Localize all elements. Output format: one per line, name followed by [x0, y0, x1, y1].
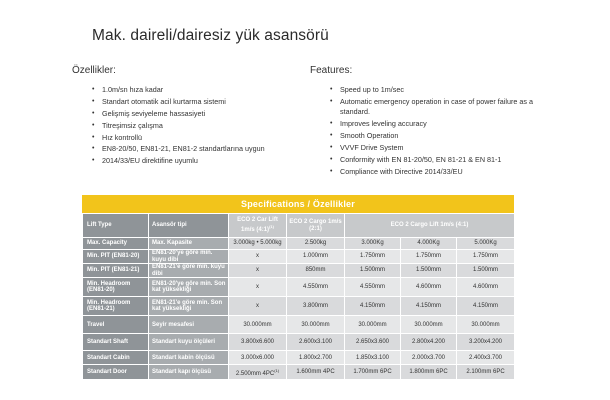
table-cell: 1.750mm — [401, 250, 457, 264]
table-cell: 1.800mm 6PC — [401, 365, 457, 380]
row-label-tr: Seyir mesafesi — [149, 316, 229, 334]
row-label-tr: Max. Kapasite — [149, 238, 229, 250]
row-label-tr: Standart kapı ölçüsü — [149, 365, 229, 380]
features-tr-heading: Özellikler: — [72, 65, 116, 76]
list-item: • Smooth Operation — [330, 130, 399, 140]
spec-banner: Specifications / Özellikler — [82, 195, 514, 213]
table-cell: 3.000kg • 5.000kg — [229, 238, 287, 250]
table-cell: 1.800x2.700 — [287, 351, 345, 365]
table-cell: x — [229, 278, 287, 297]
table-cell: 3.000x6.000 — [229, 351, 287, 365]
table-cell: 3.800mm — [287, 297, 345, 316]
table-cell: 30.000mm — [345, 316, 401, 334]
page-title: Mak. daireli/dairesiz yük asansörü — [92, 27, 329, 44]
table-cell: 4.600mm — [401, 278, 457, 297]
header-eco2-car-lift: ECO 2 Car Lift 1m/s (4:1)$^{(1)}$ — [229, 214, 287, 238]
table-cell: 1.500mm — [401, 264, 457, 278]
table-cell: 30.000mm — [401, 316, 457, 334]
row-label-en: Min. PIT (EN81-21) — [83, 264, 149, 278]
list-item: • Gelişmiş seviyeleme hassasiyeti — [92, 108, 206, 118]
table-cell: x — [229, 250, 287, 264]
table-cell: 3.200x4.200 — [457, 334, 515, 351]
row-label-tr: EN81-20'ye göre min. kuyu dibi — [149, 250, 229, 264]
table-cell: 4.000Kg — [401, 238, 457, 250]
row-label-en: Min. PIT (EN81-20) — [83, 250, 149, 264]
table-cell: 30.000mm — [457, 316, 515, 334]
table-cell: x — [229, 297, 287, 316]
table-cell: 4.550mm — [287, 278, 345, 297]
features-en-list — [330, 85, 540, 178]
list-item: • EN8-20/50, EN81-21, EN81-2 standartlarına uygun — [92, 144, 265, 154]
spec-table — [82, 213, 515, 380]
table-row — [83, 316, 515, 334]
table-cell: 1.850x3.100 — [345, 351, 401, 365]
features-tr-list — [92, 85, 302, 168]
table-cell: 2.650x3.600 — [345, 334, 401, 351]
table-cell: 4.150mm — [345, 297, 401, 316]
row-label-en: Standart Shaft — [83, 334, 149, 351]
table-cell: 3.000Kg — [345, 238, 401, 250]
table-row — [83, 278, 515, 297]
table-cell: 4.550mm — [345, 278, 401, 297]
table-cell: 850mm — [287, 264, 345, 278]
row-label-en: Travel — [83, 316, 149, 334]
table-cell: 1.750mm — [345, 250, 401, 264]
table-cell: 30.000mm — [229, 316, 287, 334]
table-cell: 2.500mm 4PC$^{(1)}$ — [229, 365, 287, 380]
table-cell: x — [229, 264, 287, 278]
table-row — [83, 250, 515, 264]
list-item: • Hız kontrollü — [92, 132, 142, 142]
table-row — [83, 238, 515, 250]
features-en-heading: Features: — [310, 65, 353, 76]
table-cell: 1.500mm — [457, 264, 515, 278]
list-item: • Standart otomatik acil kurtarma sistemi — [92, 96, 226, 106]
table-cell: 1.750mm — [457, 250, 515, 264]
table-cell: 2.800x4.200 — [401, 334, 457, 351]
table-row — [83, 351, 515, 365]
table-cell: 1.000mm — [287, 250, 345, 264]
table-cell: 4.150mm — [457, 297, 515, 316]
header-lift-type: Lift Type — [83, 214, 149, 238]
row-label-en: Standart Door — [83, 365, 149, 380]
list-item: • Improves leveling accuracy — [330, 118, 427, 128]
table-cell: 5.000Kg — [457, 238, 515, 250]
table-cell: 2.500kg — [287, 238, 345, 250]
row-label-tr: EN81-21'e göre min. Son kat yüksekliği — [149, 297, 229, 316]
table-cell: 2.600x3.100 — [287, 334, 345, 351]
table-row — [83, 365, 515, 380]
table-cell: 4.600mm — [457, 278, 515, 297]
list-item: • Automatic emergency operation in case of power failure as a standard. — [330, 96, 533, 117]
table-cell: 4.150mm — [401, 297, 457, 316]
table-cell: 2.000x3.700 — [401, 351, 457, 365]
table-cell: 1.700mm 6PC — [345, 365, 401, 380]
row-label-en: Standart Cabin — [83, 351, 149, 365]
table-cell: 3.800x6.600 — [229, 334, 287, 351]
row-label-tr: EN81-20'ye göre min. Son kat yüksekliği — [149, 278, 229, 297]
list-item: • Speed up to 1m/sec — [330, 85, 404, 94]
list-item: • VVVF Drive System — [330, 142, 404, 152]
table-cell: 30.000mm — [287, 316, 345, 334]
row-label-tr: EN81-21'e göre min. kuyu dibi — [149, 264, 229, 278]
list-item: • Titreşimsiz çalışma — [92, 120, 163, 130]
table-cell: 1.500mm — [345, 264, 401, 278]
list-item: • 1.0m/sn hıza kadar — [92, 85, 164, 94]
list-item: • Conformity with EN 81-20/50, EN 81-21 & EN 81-1 — [330, 154, 502, 164]
table-cell: 1.600mm 4PC — [287, 365, 345, 380]
row-label-en: Max. Capacity — [83, 238, 149, 250]
row-label-en: Min. Headroom (EN81-21) — [83, 297, 149, 316]
table-row — [83, 297, 515, 316]
row-label-en: Min. Headroom (EN81-20) — [83, 278, 149, 297]
table-header-row — [83, 214, 515, 238]
table-cell: 2.400x3.700 — [457, 351, 515, 365]
row-label-tr: Standart kuyu ölçüleri — [149, 334, 229, 351]
table-row — [83, 334, 515, 351]
header-eco2-cargo-41: ECO 2 Cargo Lift 1m/s (4:1) — [345, 214, 515, 238]
header-asansor-tipi: Asansör tipi — [149, 214, 229, 238]
table-cell: 2.100mm 6PC — [457, 365, 515, 380]
header-eco2-cargo-21: ECO 2 Cargo 1m/s (2:1) — [287, 214, 345, 238]
row-label-tr: Standart kabin ölçüsü — [149, 351, 229, 365]
list-item: • 2014/33/EU direktifine uyumlu — [92, 156, 198, 166]
list-item: • Compliance with Directive 2014/33/EU — [330, 166, 463, 176]
table-row — [83, 264, 515, 278]
